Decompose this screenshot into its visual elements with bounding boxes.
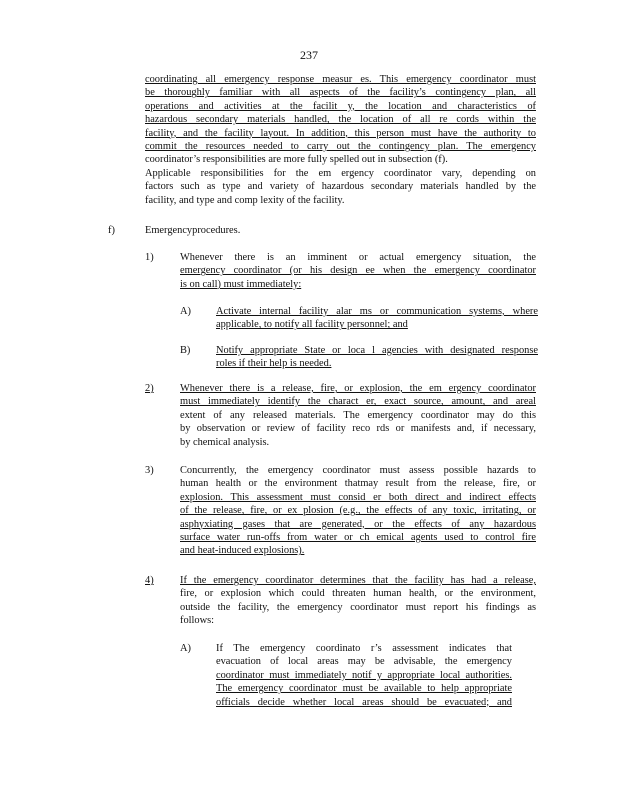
item-1-sub-b-label: B) [180,345,191,356]
intro-paragraph [145,73,536,207]
text-line: outside the facility, the emergency coordinator must report his findings as [180,601,536,613]
text-line: coordinator must immediately notif y appropriate local authorities. [216,669,512,681]
item-3-text [180,464,536,558]
text-line: If The emergency coordinato r’s assessment indicates that [216,643,512,654]
text-line: is on call) must immediately: [180,278,302,290]
text-line: must immediately identify the charact er, exact source, amount, and areal [180,396,536,408]
text-line: asphyxiating gases that are generated, or the effects of any hazardous [180,518,536,530]
text-line: applicable, to notify all facility personnel; and [216,319,408,331]
text-line: fire, or explosion which could threaten human health, or the environment, [180,588,536,600]
section-f-label: f) [108,225,115,236]
item-1-label: 1) [145,252,154,263]
section-f-heading: Emergencyprocedures. [145,225,241,236]
text-line: surface water run-offs from water or ch emical agents used to control fire [180,531,536,543]
item-2-label: 2) [145,383,154,394]
text-line: extent of any released materials. The emergency coordinator may do this [180,409,536,421]
text-line: by observation or review of facility reco rds or manifests and, if necessary, [180,423,536,435]
text-line: Concurrently, the emergency coordinator must assess possible hazards to [180,465,536,476]
text-line: explosion. This assessment must consid er both direct and indirect effects [180,491,536,503]
text-line: commit the resources needed to carry out the contingency plan. The emergency [145,140,536,152]
item-1-text [180,251,536,291]
text-line: human health or the environment thatmay result from the release, fire, or [180,478,536,490]
text-line: facility, and the facility layout. In addition, this person must have the authority to [145,127,536,139]
item-4-sub-a-text [216,642,512,709]
text-line: coordinating all emergency response measur es. This emergency coordinator must [145,74,536,85]
text-line: If the emergency coordinator determines that the facility has had a release, [180,575,536,586]
text-line: coordinator’s responsibilities are more fully spelled out in subsection (f). [145,154,448,166]
text-line: factors such as type and variety of hazardous secondary materials handled by the [145,181,536,193]
text-line: facility, and type and comp lexity of the facility. [145,194,345,206]
text-line: follows: [180,615,215,627]
text-line: hazardous secondary materials handled, the location of all re cords within the [145,114,536,126]
text-line: by chemical analysis. [180,436,270,448]
item-4-sub-a-label: A) [180,643,191,654]
text-line: be thoroughly familiar with all aspects of the facility’s contingency plan, all [145,87,536,99]
text-line: Whenever there is a release, fire, or explosion, the em ergency coordinator [180,383,536,394]
item-2-text [180,382,536,449]
text-line: evacuation of local areas may be advisable, the emergency [216,656,512,668]
text-line: and heat-induced explosions). [180,545,305,557]
text-line: operations and activities at the facilit y, the location and characteristics of [145,100,536,112]
text-line: Applicable responsibilities for the em ergency coordinator vary, depending on [145,167,536,179]
item-1-sub-b-text [216,344,538,371]
text-line: of the release, fire, or ex plosion (e.g., the effects of any toxic, irritating, or [180,505,536,517]
text-line: roles if their help is needed. [216,358,332,370]
text-line: Whenever there is an imminent or actual emergency situation, the [180,252,536,263]
page-number: 237 [300,48,318,62]
item-4-label: 4) [145,575,154,586]
item-3-label: 3) [145,465,154,476]
text-line: emergency coordinator (or his design ee when the emergency coordinator [180,265,536,277]
text-line: Notify appropriate State or loca l agencies with designated response [216,345,538,356]
item-1-sub-a-label: A) [180,306,191,317]
item-1-sub-a-text [216,305,538,332]
item-4-text [180,574,536,628]
text-line: officials decide whether local areas should be evacuated; and [216,696,512,708]
text-line: The emergency coordinator must be available to help appropriate [216,683,512,695]
text-line: Activate internal facility alar ms or communication systems, where [216,306,538,317]
